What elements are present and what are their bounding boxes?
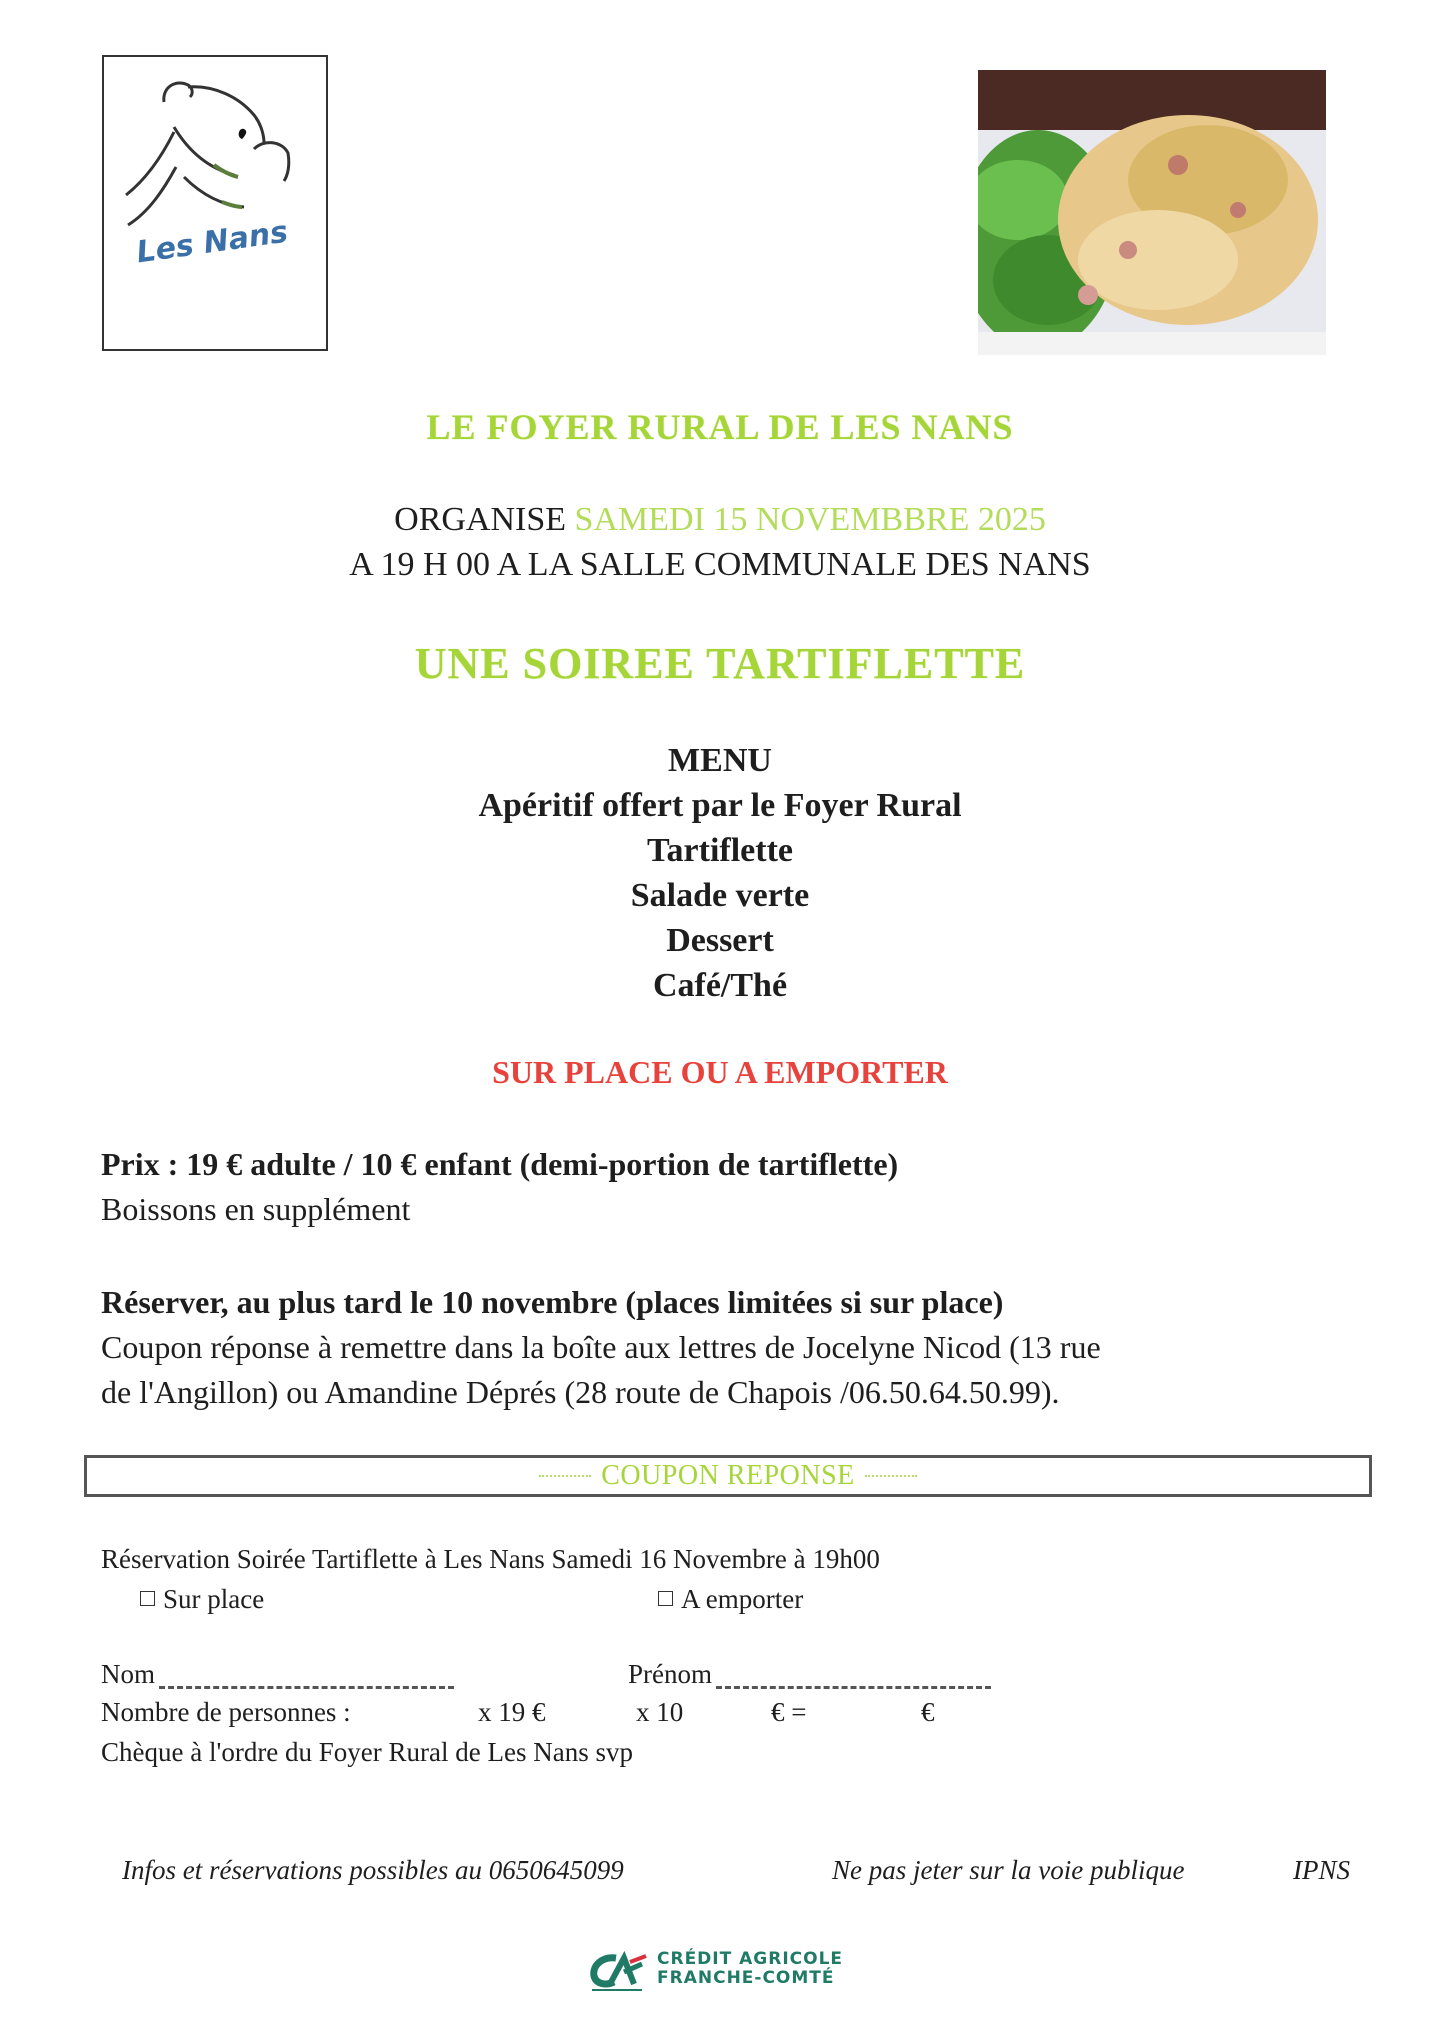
menu-section bbox=[0, 738, 1440, 1008]
prenom-blank[interactable] bbox=[716, 1686, 991, 1689]
sponsor-line1: CRÉDIT AGRICOLE bbox=[657, 1949, 844, 1969]
checkbox-icon[interactable] bbox=[140, 1591, 155, 1606]
sponsor-line2: FRANCHE-COMTÉ bbox=[657, 1968, 835, 1988]
drinks-note: Boissons en supplément bbox=[101, 1191, 411, 1227]
event-title: UNE SOIREE TARTIFLETTE bbox=[414, 639, 1026, 688]
menu-heading: MENU bbox=[668, 742, 772, 779]
footer-ipns: IPNS bbox=[1293, 1855, 1350, 1885]
footer-notice: Ne pas jeter sur la voie publique bbox=[832, 1855, 1185, 1885]
organise-line bbox=[0, 500, 1440, 540]
reservation-deadline: Réserver, au plus tard le 10 novembre (places limitées si sur place) bbox=[101, 1284, 1004, 1320]
tartiflette-image-icon bbox=[978, 70, 1326, 355]
cheque-note: Chèque à l'ordre du Foyer Rural de Les Nans svp bbox=[101, 1737, 633, 1767]
menu-item: Apéritif offert par le Foyer Rural bbox=[478, 787, 962, 824]
service-mode: SUR PLACE OU A EMPORTER bbox=[492, 1054, 948, 1090]
child-multiplier: x 10 bbox=[636, 1697, 684, 1727]
organise-prefix: ORGANISE bbox=[394, 501, 567, 538]
option-a-emporter[interactable] bbox=[658, 1580, 803, 1618]
tartiflette-photo bbox=[978, 70, 1326, 355]
option-label: A emporter bbox=[681, 1584, 804, 1614]
bear-logo-icon bbox=[104, 57, 326, 349]
nom-label: Nom bbox=[101, 1659, 155, 1689]
divider bbox=[865, 1475, 917, 1477]
option-label: Sur place bbox=[163, 1584, 265, 1614]
menu-item: Dessert bbox=[666, 922, 774, 959]
menu-item: Tartiflette bbox=[646, 832, 793, 869]
prenom-field[interactable] bbox=[628, 1655, 991, 1693]
sponsor-name bbox=[657, 1950, 843, 1988]
divider bbox=[539, 1475, 591, 1477]
prenom-label: Prénom bbox=[628, 1659, 712, 1689]
coupon-banner-label: COUPON REPONSE bbox=[601, 1460, 855, 1491]
price-line: Prix : 19 € adulte / 10 € enfant (demi-portion de tartiflette) bbox=[101, 1146, 899, 1182]
euro-equals: € = bbox=[771, 1697, 807, 1727]
menu-item: Café/Thé bbox=[652, 967, 788, 1004]
reservation-instructions: Coupon réponse à remettre dans la boîte aux lettres de Jocelyne Nicod (13 rue bbox=[101, 1329, 1101, 1365]
footer-infos: Infos et réservations possibles au 0650645099 bbox=[122, 1855, 624, 1885]
adult-multiplier: x 19 € bbox=[478, 1697, 546, 1727]
persons-label: Nombre de personnes : bbox=[101, 1697, 351, 1727]
event-date: SAMEDI 15 NOVEMBBRE 2025 bbox=[574, 501, 1046, 538]
organizer-title: LE FOYER RURAL DE LES NANS bbox=[426, 407, 1014, 447]
credit-agricole-logo bbox=[590, 1950, 890, 1994]
coupon-banner bbox=[84, 1455, 1372, 1497]
logo-text: Les Nans bbox=[134, 214, 291, 271]
persons-row bbox=[101, 1693, 1001, 1731]
nom-blank[interactable] bbox=[159, 1686, 454, 1689]
checkbox-icon[interactable] bbox=[658, 1591, 673, 1606]
les-nans-logo bbox=[102, 55, 328, 351]
reservation-instructions: de l'Angillon) ou Amandine Déprés (28 route de Chapois /06.50.64.50.99). bbox=[101, 1374, 1060, 1410]
euro-total: € bbox=[921, 1697, 935, 1727]
coupon-title: Réservation Soirée Tartiflette à Les Nans Samedi 16 Novembre à 19h00 bbox=[101, 1544, 880, 1574]
nom-field[interactable] bbox=[101, 1655, 454, 1693]
option-sur-place[interactable] bbox=[140, 1580, 264, 1618]
credit-agricole-icon bbox=[590, 1950, 650, 1994]
menu-item: Salade verte bbox=[630, 877, 810, 914]
event-location: A 19 H 00 A LA SALLE COMMUNALE DES NANS bbox=[349, 546, 1091, 583]
